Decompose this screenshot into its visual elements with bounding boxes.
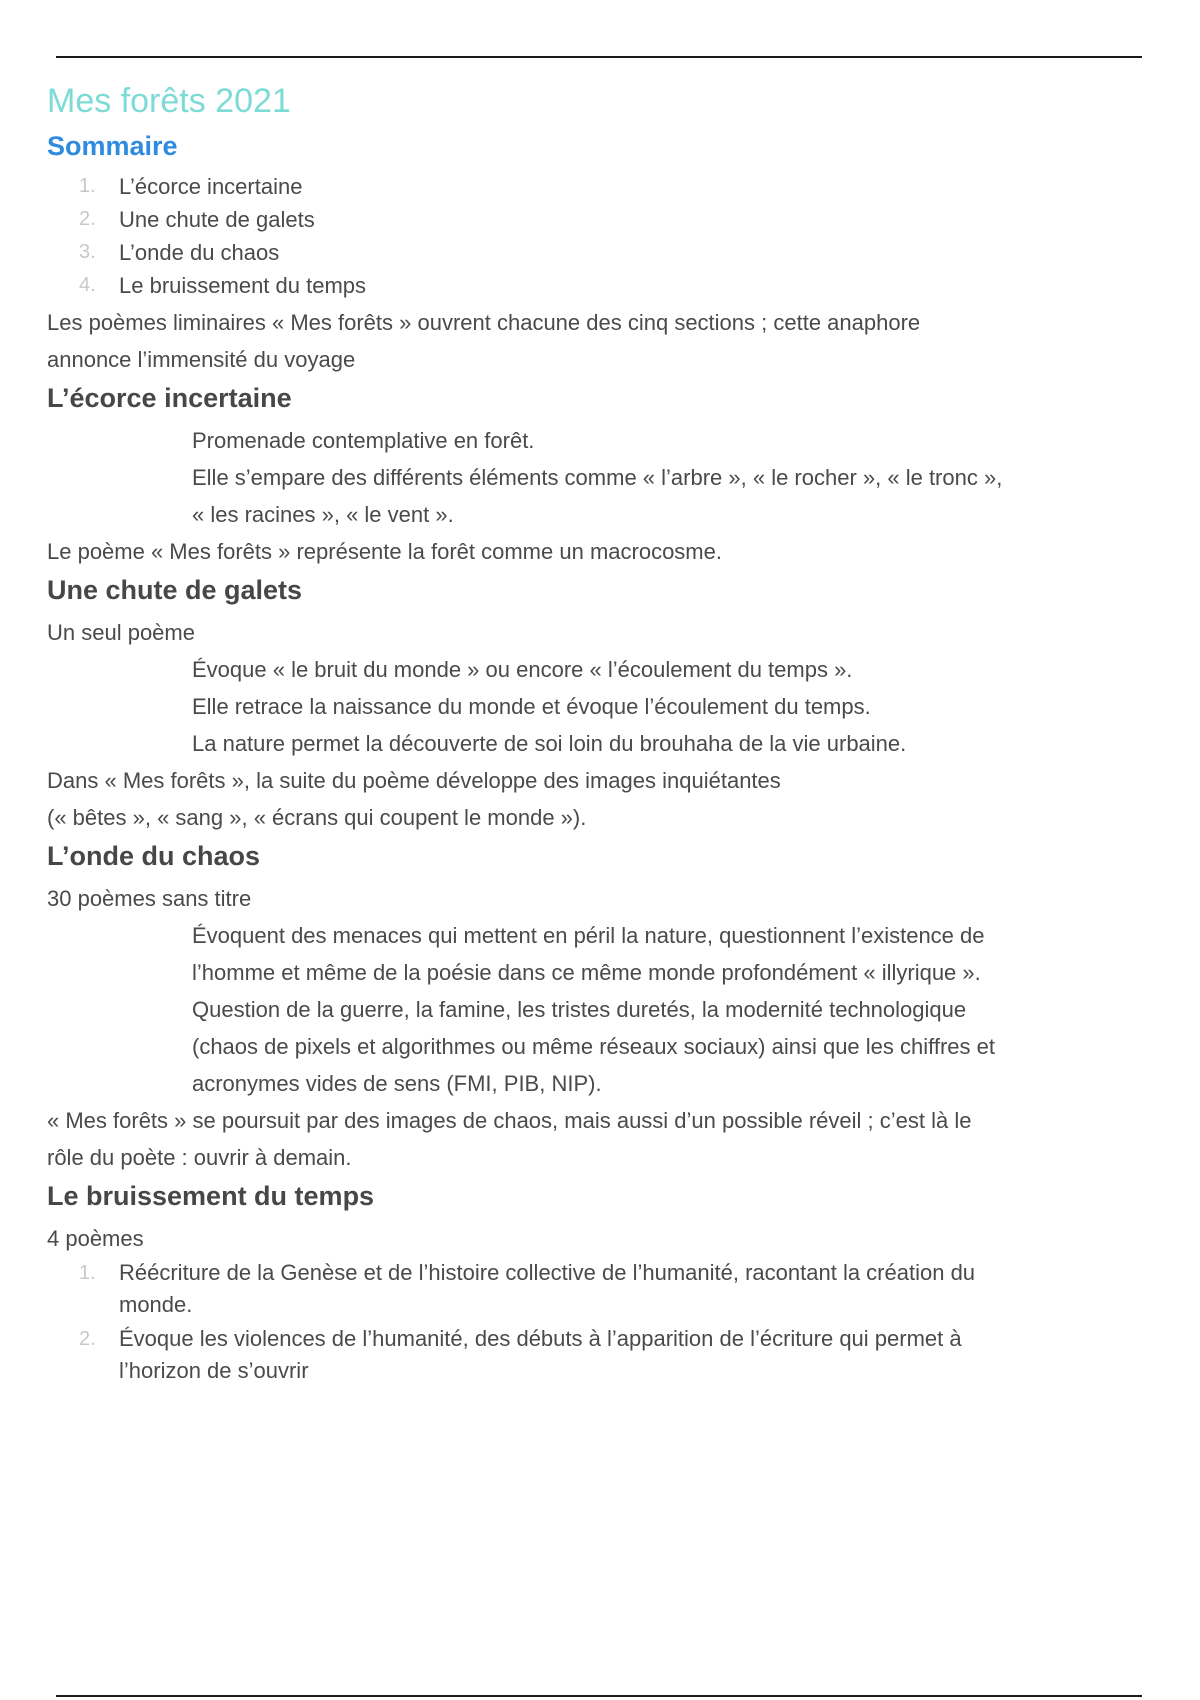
- toc-item: [47, 269, 1157, 302]
- indented-line: Promenade contemplative en forêt.: [192, 428, 535, 453]
- section-closing: rôle du poète : ouvrir à demain.: [47, 1145, 352, 1170]
- indented-line: l’homme et même de la poésie dans ce même monde profondément « illyrique ».: [192, 960, 981, 985]
- section-closing: Le poème « Mes forêts » représente la forêt comme un macrocosme.: [47, 539, 722, 564]
- section-closing: (« bêtes », « sang », « écrans qui coupent le monde »).: [47, 805, 587, 830]
- section-closing: « Mes forêts » se poursuit par des images de chaos, mais aussi d’un possible réveil ; c’est là le: [47, 1108, 972, 1133]
- toc-item-number: 4.: [79, 274, 96, 296]
- top-rule: [56, 56, 1142, 58]
- toc-item-label: Le bruissement du temps: [119, 273, 367, 298]
- toc-item: [47, 203, 1157, 236]
- section-bruissement-body: [47, 1220, 1157, 1387]
- indented-line: Elle retrace la naissance du monde et évoque l’écoulement du temps.: [192, 694, 871, 719]
- indented-line: La nature permet la découverte de soi loin du brouhaha de la vie urbaine.: [192, 731, 907, 756]
- toc-item-number: 1.: [79, 175, 96, 197]
- numbered-list: [47, 1257, 1157, 1387]
- intro-line: Les poèmes liminaires « Mes forêts » ouvrent chacune des cinq sections ; cette anaphore: [47, 310, 921, 335]
- table-of-contents: [47, 170, 1157, 302]
- list-item: [47, 1323, 1157, 1387]
- list-item-line: Évoque les violences de l’humanité, des débuts à l’apparition de l’écriture qui permet à: [119, 1326, 962, 1351]
- indented-line: acronymes vides de sens (FMI, PIB, NIP).: [192, 1071, 602, 1096]
- toc-item-number: 2.: [79, 208, 96, 230]
- toc-item-label: Une chute de galets: [119, 207, 315, 232]
- section-subtitle: Un seul poème: [47, 620, 195, 645]
- section-chaos-body: [47, 880, 1157, 1176]
- section-heading-chaos: L’onde du chaos: [47, 841, 261, 871]
- section-heading-bruissement: Le bruissement du temps: [47, 1181, 375, 1211]
- section-heading-galets: Une chute de galets: [47, 575, 303, 605]
- toc-item: [47, 236, 1157, 269]
- bottom-rule: [56, 1695, 1142, 1697]
- section-subtitle: 4 poèmes: [47, 1226, 144, 1251]
- list-item-line: Réécriture de la Genèse et de l’histoire collective de l’humanité, racontant la création du: [119, 1260, 976, 1285]
- toc-item-number: 3.: [79, 241, 96, 263]
- intro-paragraph: [47, 304, 1157, 378]
- indented-line: « les racines », « le vent ».: [192, 502, 454, 527]
- toc-item-label: L’écorce incertaine: [119, 174, 303, 199]
- list-item-number: 1.: [79, 1262, 96, 1284]
- indented-line: Évoquent des menaces qui mettent en péril la nature, questionnent l’existence de: [192, 923, 985, 948]
- section-ecorce-body: [47, 422, 1157, 570]
- toc-item-label: L’onde du chaos: [119, 240, 280, 265]
- list-item: [47, 1257, 1157, 1321]
- indented-line: Question de la guerre, la famine, les tristes duretés, la modernité technologique: [192, 997, 967, 1022]
- indented-line: Elle s’empare des différents éléments comme « l’arbre », « le rocher », « le tronc »,: [192, 465, 1003, 490]
- document-body: [47, 78, 1157, 1389]
- list-item-line: monde.: [119, 1292, 193, 1317]
- section-subtitle: 30 poèmes sans titre: [47, 886, 252, 911]
- indented-line: Évoque « le bruit du monde » ou encore « l’écoulement du temps ».: [192, 657, 853, 682]
- intro-line: annonce l’immensité du voyage: [47, 347, 356, 372]
- list-item-line: l’horizon de s’ouvrir: [119, 1358, 309, 1383]
- section-closing: Dans « Mes forêts », la suite du poème développe des images inquiétantes: [47, 768, 781, 793]
- section-heading-ecorce: L’écorce incertaine: [47, 383, 292, 413]
- document-title: Mes forêts 2021: [47, 82, 291, 120]
- list-item-number: 2.: [79, 1328, 96, 1350]
- indented-line: (chaos de pixels et algorithmes ou même réseaux sociaux) ainsi que les chiffres et: [192, 1034, 995, 1059]
- toc-item: [47, 170, 1157, 203]
- toc-heading: Sommaire: [47, 131, 178, 161]
- section-galets-body: [47, 614, 1157, 836]
